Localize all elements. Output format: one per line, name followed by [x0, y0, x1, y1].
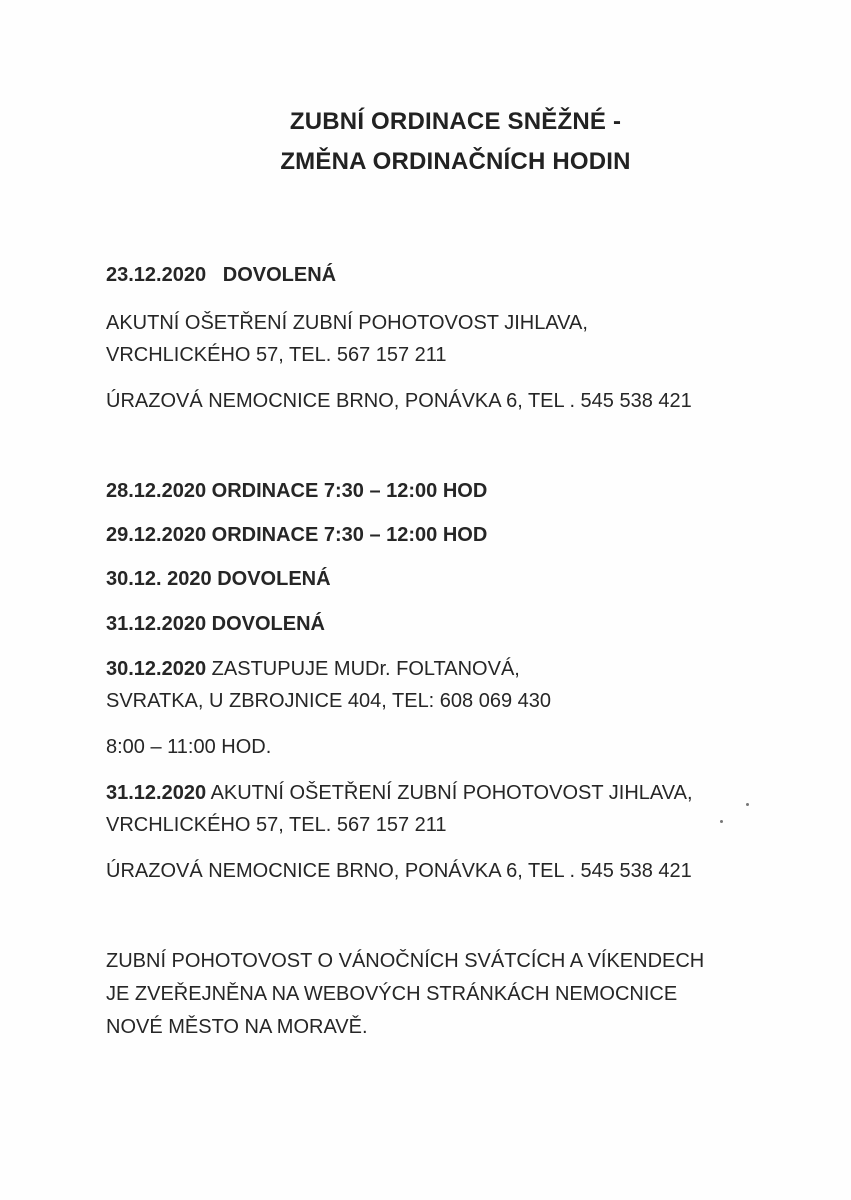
substitute-hours: 8:00 – 11:00 HOD. [106, 736, 272, 758]
emergency-service-31-12-line-2: VRCHLICKÉHO 57, TEL. 567 157 211 [106, 814, 447, 836]
emergency-service-line-1: AKUTNÍ OŠETŘENÍ ZUBNÍ POHOTOVOST JIHLAVA, [106, 312, 588, 334]
schedule-item: 29.12.2020 ORDINACE 7:30 – 12:00 HOD [106, 524, 488, 546]
footer-note-line-1: ZUBNÍ POHOTOVOST O VÁNOČNÍCH SVÁTCÍCH A VÍKENDECH [106, 950, 705, 972]
footer-note-line-3: NOVÉ MĚSTO NA MORAVĚ. [106, 1016, 368, 1038]
notice-status: DOVOLENÁ [222, 264, 337, 286]
document-title-line-2: ZMĚNA ORDINAČNÍCH HODIN [280, 148, 631, 175]
hospital-contact-2: ÚRAZOVÁ NEMOCNICE BRNO, PONÁVKA 6, TEL . 545 538 421 [106, 860, 692, 882]
hospital-contact: ÚRAZOVÁ NEMOCNICE BRNO, PONÁVKA 6, TEL . 545 538 421 [106, 390, 692, 412]
scan-speck [746, 803, 749, 806]
substitute-date: 30.12.2020 [106, 658, 207, 680]
schedule-item: 31.12.2020 DOVOLENÁ [106, 613, 325, 635]
notice-date: 23.12.2020 [106, 264, 207, 286]
substitute-text: ZASTUPUJE MUDr. FOLTANOVÁ, [206, 658, 520, 680]
emergency-service-31-12-line-1 [106, 782, 693, 805]
document-title-line-1: ZUBNÍ ORDINACE SNĚŽNÉ - [289, 108, 622, 135]
schedule-item: 30.12. 2020 DOVOLENÁ [106, 568, 331, 590]
substitute-address: SVRATKA, U ZBROJNICE 404, TEL: 608 069 430 [106, 690, 552, 712]
emergency-service-line-2: VRCHLICKÉHO 57, TEL. 567 157 211 [106, 344, 447, 366]
substitute-doctor-line [106, 658, 520, 681]
emergency-date: 31.12.2020 [106, 782, 207, 804]
scan-speck [720, 820, 723, 823]
footer-note-line-2: JE ZVEŘEJNĚNA NA WEBOVÝCH STRÁNKÁCH NEMOCNICE [106, 983, 678, 1005]
emergency-text: AKUTNÍ OŠETŘENÍ ZUBNÍ POHOTOVOST JIHLAVA, [206, 782, 693, 804]
vacation-notice-23-12 [106, 264, 336, 287]
schedule-item: 28.12.2020 ORDINACE 7:30 – 12:00 HOD [106, 480, 488, 502]
